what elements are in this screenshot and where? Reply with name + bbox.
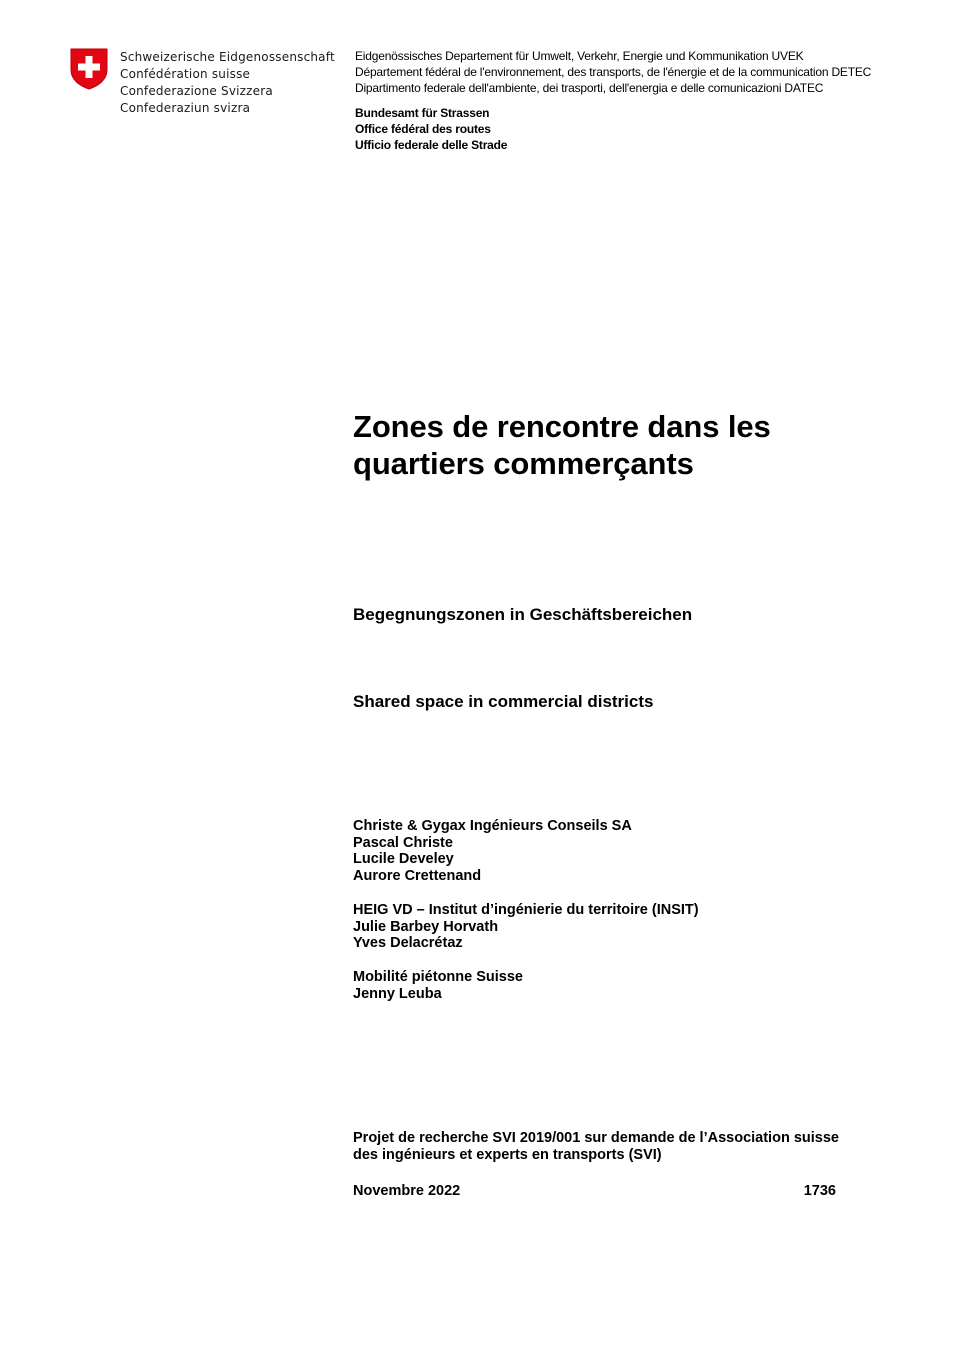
office-name-fr: Office fédéral des routes	[355, 122, 491, 136]
department-names	[355, 48, 871, 96]
office-name-it: Ufficio federale delle Strade	[355, 138, 508, 152]
confederation-name-rm: Confederaziun svizra	[120, 101, 251, 115]
department-name-de: Eidgenössisches Departement für Umwelt, Verkehr, Energie und Kommunikation UVEK	[355, 49, 804, 63]
author-name: Jenny Leuba	[353, 985, 442, 1002]
author-name: Aurore Crettenand	[353, 868, 482, 885]
project-description-line: des ingénieurs et experts en transports (SVI)	[353, 1147, 662, 1163]
author-name: Julie Barbey Horvath	[353, 918, 499, 935]
report-title	[353, 408, 771, 482]
author-organization: HEIG VD – Institut d’ingénierie du territoire (INSIT)	[353, 902, 699, 918]
office-names	[355, 105, 507, 153]
report-title-line: Zones de rencontre dans les	[353, 409, 771, 444]
subtitle-english: Shared space in commercial districts	[353, 692, 654, 711]
author-organization: Christe & Gygax Ingénieurs Conseils SA	[353, 818, 632, 834]
author-name: Lucile Develey	[353, 851, 454, 868]
author-group-christe-gygax	[353, 818, 632, 885]
publication-date: Novembre 2022	[353, 1183, 461, 1199]
author-group-mobilite-pietonne	[353, 969, 523, 1002]
confederation-name-it: Confederazione Svizzera	[120, 84, 273, 98]
confederation-name-fr: Confédération suisse	[120, 67, 251, 81]
author-name: Yves Delacrétaz	[353, 935, 463, 952]
author-organization: Mobilité piétonne Suisse	[353, 969, 523, 985]
report-number: 1736	[803, 1183, 836, 1199]
department-name-fr: Département fédéral de l'environnement, des transports, de l'énergie et de la communication DETEC	[355, 65, 872, 79]
swiss-coat-of-arms-icon	[70, 48, 108, 90]
author-name: Pascal Christe	[353, 834, 453, 851]
confederation-name-de: Schweizerische Eidgenossenschaft	[120, 50, 335, 64]
department-name-it: Dipartimento federale dell'ambiente, dei trasporti, dell'energia e delle comunicazioni DATEC	[355, 81, 824, 95]
project-description	[353, 1130, 839, 1164]
report-title-line: quartiers commerçants	[353, 446, 694, 481]
confederation-names	[120, 49, 335, 117]
office-name-de: Bundesamt für Strassen	[355, 106, 490, 120]
author-group-heig-vd	[353, 902, 699, 952]
subtitle-german: Begegnungszonen in Geschäftsbereichen	[353, 605, 693, 624]
project-description-line: Projet de recherche SVI 2019/001 sur demande de l’Association suisse	[353, 1130, 839, 1146]
